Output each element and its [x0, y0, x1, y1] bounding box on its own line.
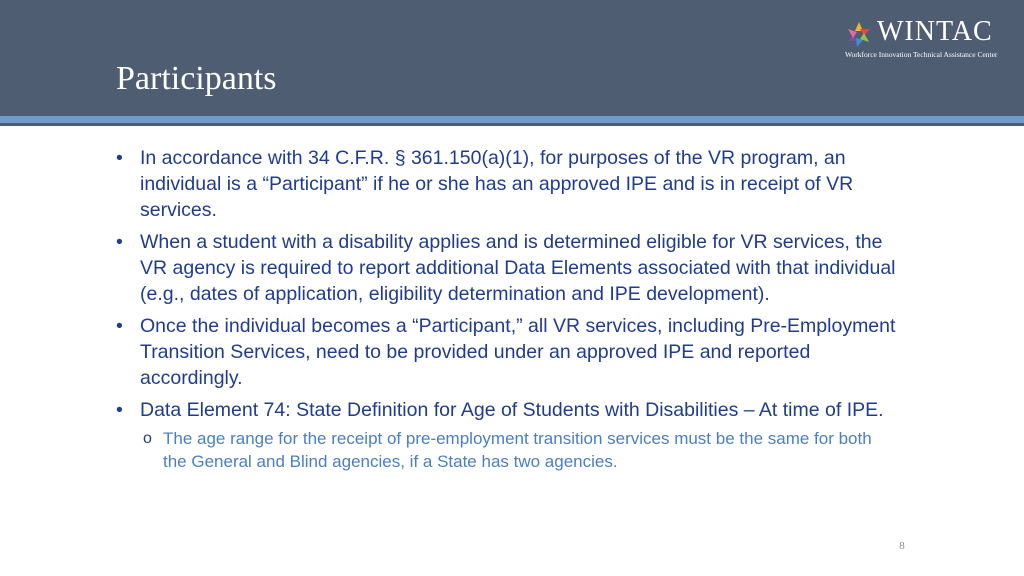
slide-title: Participants: [116, 60, 277, 97]
bullet-item: [116, 229, 896, 307]
slide-body: [116, 145, 896, 479]
bullet-list: [116, 145, 896, 473]
header-divider-rule: [0, 123, 1024, 126]
bullet-item: [116, 397, 896, 473]
bullet-marker: •: [116, 315, 123, 337]
bullet-text: When a student with a disability applies and is determined eligible for VR services, the VR agency is required to report additional Data Elements associated with that individual (e.g., dates of application, eligibility determination and IPE development).: [140, 231, 896, 305]
bullet-text: Once the individual becomes a “Participant,” all VR services, including Pre-Employment Transition Services, need to be provided under an approved IPE and reported accordingly.: [140, 315, 896, 389]
bullet-text: In accordance with 34 C.F.R. § 361.150(a)(1), for purposes of the VR program, an individual is a “Participant” if he or she has an approved IPE and is in receipt of VR services.: [140, 147, 854, 221]
sub-bullet-text: The age range for the receipt of pre-employment transition services must be the same for both the General and Blind agencies, if a State has two agencies.: [163, 429, 872, 471]
wintac-logo: [844, 18, 1014, 62]
logo-wordmark: WINTAC: [877, 16, 993, 47]
bullet-item: [116, 313, 896, 391]
bullet-item: [116, 145, 896, 223]
header-accent-rule: [0, 116, 1024, 123]
bullet-text: Data Element 74: State Definition for Age of Students with Disabilities – At time of IPE.: [140, 399, 884, 421]
bullet-marker: •: [116, 231, 123, 253]
bullet-marker: •: [116, 147, 123, 169]
sub-bullet-list: [140, 427, 896, 473]
sub-bullet-marker: o: [143, 430, 152, 447]
page-number: 8: [899, 540, 905, 552]
bullet-marker: •: [116, 399, 123, 421]
sub-bullet-item: [140, 427, 896, 473]
wintac-logo-icon: [844, 20, 874, 50]
logo-tagline: Workforce Innovation Technical Assistance Center: [845, 50, 998, 59]
